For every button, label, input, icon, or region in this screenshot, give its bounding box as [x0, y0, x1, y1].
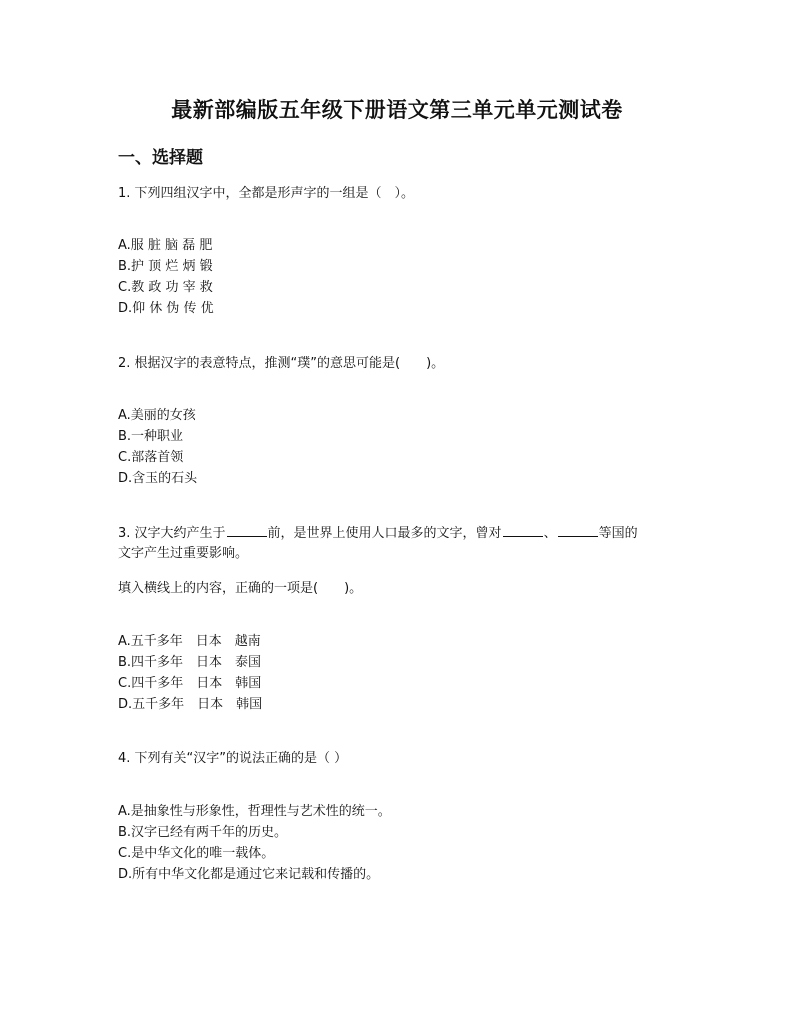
question-4-option-b: B.汉字已经有两千年的历史。: [118, 825, 288, 840]
question-3-text-b: 前，是世界上使用人口最多的文字，曾对: [267, 526, 502, 541]
answer-blank-2: [503, 522, 543, 537]
question-2-option-a: A.美丽的女孩: [118, 408, 196, 423]
question-2-option-d: D.含玉的石头: [118, 471, 198, 486]
question-3-option-b: B.四千多年 日本 泰国: [118, 655, 262, 670]
answer-blank-3: [558, 522, 598, 537]
question-4-stem: 4. 下列有关“汉字”的说法正确的是（ ）: [118, 751, 348, 766]
question-1-option-d: D.仰 休 伪 传 优: [118, 301, 214, 316]
question-2-option-c: C.部落首领: [118, 450, 184, 465]
question-3-text-c: 、: [543, 526, 557, 541]
question-3-text-a: 3. 汉字大约产生于: [118, 526, 226, 541]
question-3-option-a: A.五千多年 日本 越南: [118, 634, 261, 649]
question-3-text-d: 等国的: [598, 526, 638, 541]
question-1-option-b: B.护 顶 烂 炳 锻: [118, 259, 213, 274]
question-1-option-a: A.服 脏 脑 磊 肥: [118, 238, 213, 253]
question-2-option-b: B.一种职业: [118, 429, 184, 444]
question-1-stem: 1. 下列四组汉字中，全都是形声字的一组是（ ）。: [118, 186, 415, 201]
question-4-option-c: C.是中华文化的唯一载体。: [118, 846, 275, 861]
question-3-option-c: C.四千多年 日本 韩国: [118, 676, 262, 691]
question-3-stem-line-1: [118, 522, 638, 544]
page-title: 最新部编版五年级下册语文第三单元单元测试卷: [171, 97, 623, 122]
section-heading: 一、选择题: [118, 148, 203, 168]
question-3-prompt: 填入横线上的内容，正确的一项是( )。: [118, 581, 363, 596]
question-3-stem-line-2: 文字产生过重要影响。: [118, 546, 249, 561]
question-3-option-d: D.五千多年 日本 韩国: [118, 697, 263, 712]
answer-blank-1: [227, 522, 267, 537]
question-4-option-a: A.是抽象性与形象性，哲理性与艺术性的统一。: [118, 804, 391, 819]
question-2-stem: 2. 根据汉字的表意特点，推测“璞”的意思可能是( )。: [118, 356, 445, 371]
question-4-option-d: D.所有中华文化都是通过它来记载和传播的。: [118, 867, 380, 882]
question-1-option-c: C.教 政 功 宰 救: [118, 280, 213, 295]
